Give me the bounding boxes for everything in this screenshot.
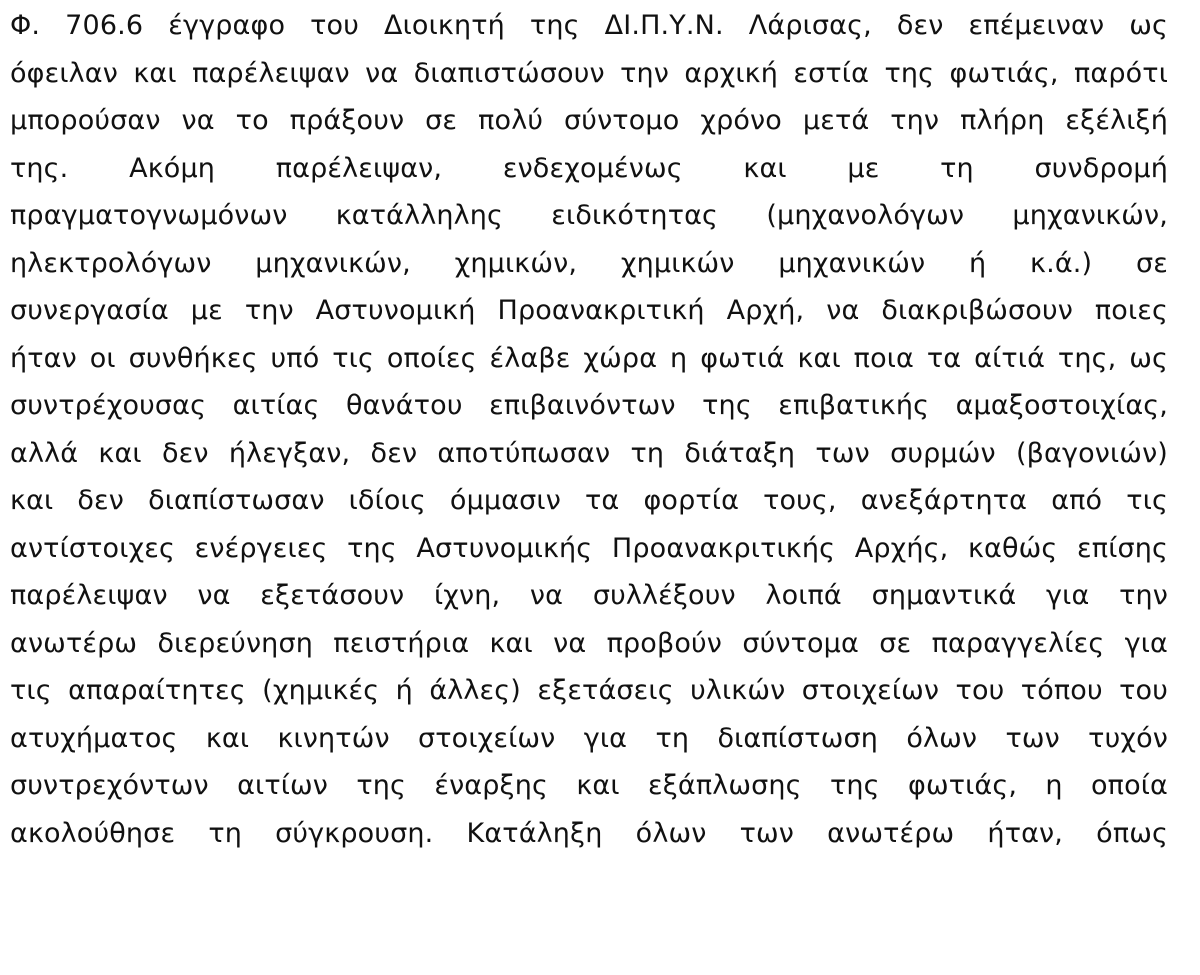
text-line: τις απαραίτητες (χημικές ή άλλες) εξετάσεις υλικών στοιχείων του τόπου του: [10, 675, 1168, 706]
text-line: πραγματογνωμόνων κατάλληλης ειδικότητας (μηχανολόγων μηχανικών,: [10, 200, 1168, 231]
text-line: ηλεκτρολόγων μηχανικών, χημικών, χημικών μηχανικών ή κ.ά.) σε: [10, 247, 1168, 279]
body-text: [10, 2, 1168, 857]
text-line: συνεργασία με την Αστυνομική Προανακριτική Αρχή, να διακριβώσουν ποιες: [10, 295, 1168, 326]
text-line: όφειλαν και παρέλειψαν να διαπιστώσουν την αρχική εστία της φωτιάς, παρότι: [10, 57, 1168, 89]
text-line: ανωτέρω διερεύνηση πειστήρια και να προβούν σύντομα σε παραγγελίες για: [10, 627, 1168, 659]
text-line: ακολούθησε τη σύγκρουση. Κατάληξη όλων των ανωτέρω ήταν, όπως: [10, 817, 1168, 849]
text-line: ατυχήματος και κινητών στοιχείων για τη διαπίστωση όλων των τυχόν: [10, 722, 1168, 754]
text-line: μπορούσαν να το πράξουν σε πολύ σύντομο χρόνο μετά την πλήρη εξέλιξή: [10, 105, 1168, 136]
text-line: Φ. 706.6 έγγραφο του Διοικητή της ΔΙ.Π.Υ.Ν. Λάρισας, δεν επέμειναν ως: [10, 10, 1168, 41]
text-line: συντρεχόντων αιτίων της έναρξης και εξάπλωσης της φωτιάς, η οποία: [10, 770, 1168, 801]
text-line: αντίστοιχες ενέργειες της Αστυνομικής Προανακριτικής Αρχής, καθώς επίσης: [10, 532, 1168, 564]
text-line: και δεν διαπίστωσαν ιδίοις όμμασιν τα φορτία τους, ανεξάρτητα από τις: [10, 485, 1168, 516]
text-line: της. Ακόμη παρέλειψαν, ενδεχομένως και με τη συνδρομή: [10, 152, 1168, 184]
text-line: ήταν οι συνθήκες υπό τις οποίες έλαβε χώρα η φωτιά και ποια τα αίτιά της, ως: [10, 342, 1168, 374]
text-line: παρέλειψαν να εξετάσουν ίχνη, να συλλέξουν λοιπά σημαντικά για την: [10, 580, 1168, 611]
text-line: αλλά και δεν ήλεγξαν, δεν αποτύπωσαν τη διάταξη των συρμών (βαγονιών): [10, 437, 1168, 469]
text-line: συντρέχουσας αιτίας θανάτου επιβαινόντων της επιβατικής αμαξοστοιχίας,: [10, 390, 1168, 421]
